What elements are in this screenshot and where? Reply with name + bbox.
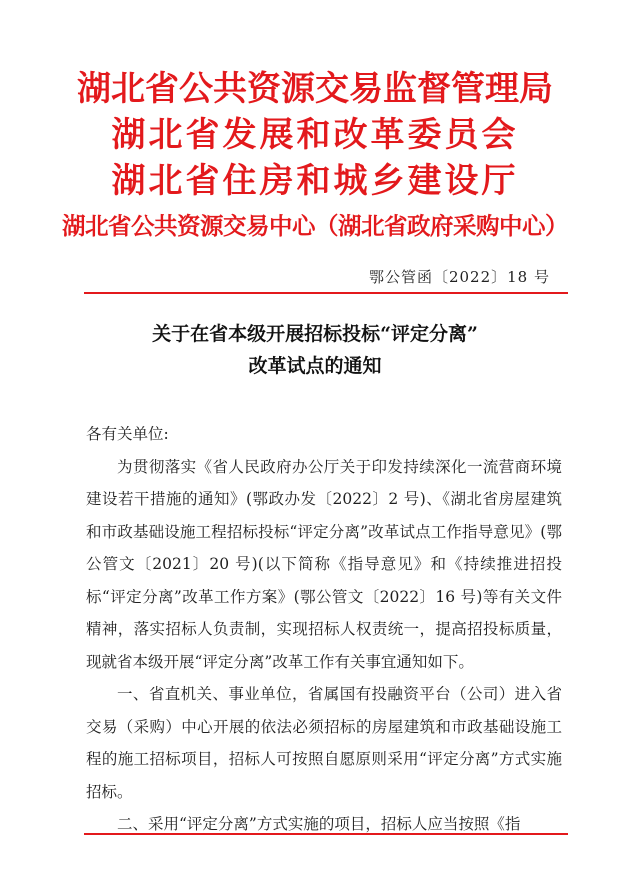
document-title: [60, 318, 570, 382]
paragraph-item-2: 二、采用“评定分离”方式实施的项目，招标人应当按照《指: [117, 815, 521, 833]
title-line-2: 改革试点的通知: [248, 355, 382, 377]
org-name-development-reform-commission: 湖北省发展和改革委员会: [111, 115, 519, 155]
salutation: 各有关单位:: [86, 425, 169, 443]
org-name-housing-construction-department: 湖北省住房和城乡建设厅: [111, 161, 519, 201]
document-body: [86, 418, 562, 841]
org-name-resource-trading-bureau: 湖北省公共资源交易监督管理局: [77, 69, 553, 109]
org-name-resource-trading-center: 湖北省公共资源交易中心（湖北省政府采购中心）: [62, 212, 568, 240]
paragraph-item-1: 一、省直机关、事业单位，省属国有投融资平台（公司）进入省交易（采购）中心开展的依法必须招标的房屋建筑和市政基础设施工程的施工招标项目，招标人可按照自愿原则采用“评定分离”方式实施招标。: [86, 685, 562, 801]
red-separator-line-bottom: [84, 833, 568, 835]
document-number: 鄂公管函〔2022〕18 号: [368, 268, 550, 286]
red-separator-line-top: [84, 292, 568, 294]
title-line-1: 关于在省本级开展招标投标“评定分离”: [152, 323, 478, 345]
paragraph-intro: 为贯彻落实《省人民政府办公厅关于印发持续深化一流营商环境建设若干措施的通知》(鄂政办发〔2022〕2 号)、《湖北省房屋建筑和市政基础设施工程招标投标“评定分离”改革试点工作指导意见》(鄂公管文〔2021〕20 号)(以下简称《指导意见》和《持续推进招投标“评定分离”改革工作方案》(鄂公管文〔2022〕16 号)等有关文件精神，落实招标人负责制，实现招标人权责统一，提高招投标质量，现就省本级开展“评定分离”改革工作有关事宜通知如下。: [86, 457, 562, 671]
issuing-authorities-header: [60, 66, 570, 248]
